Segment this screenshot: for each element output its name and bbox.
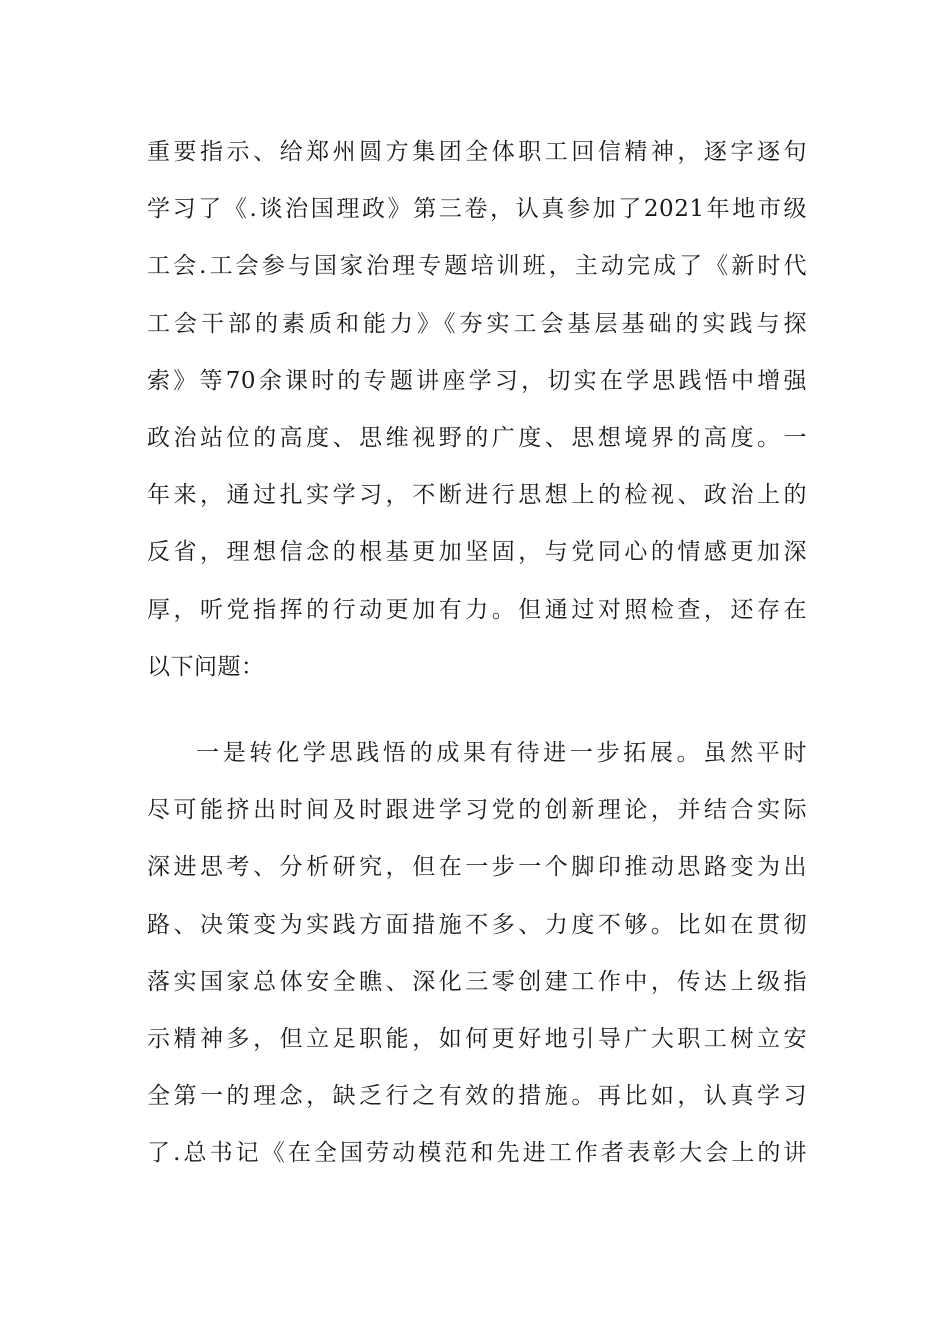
text-line: 反省，理想信念的根基更加坚固，与党同心的情感更加深 — [147, 539, 807, 566]
text-line: 重要指示、给郑州圆方集团全体职工回信精神，逐字逐句 — [147, 139, 807, 165]
text-line: 一是转化学思践悟的成果有待进一步拓展。虽然平时 — [196, 740, 807, 766]
text-line: 以下问题： — [147, 653, 265, 680]
text-line: 厚，听党指挥的行动更加有力。但通过对照检查，还存在 — [147, 596, 807, 623]
text-line: 落实国家总体安全瞧、深化三零创建工作中，传达上级指 — [147, 968, 807, 995]
text-line: 学习了《.谈治国理政》第三卷，认真参加了2021年地市级 — [147, 196, 807, 223]
text-line: 尽可能挤出时间及时跟进学习党的创新理论，并结合实际 — [147, 797, 807, 824]
paragraph-1 — [147, 124, 807, 696]
text-line: 年来，通过扎实学习，不断进行思想上的检视、政治上的 — [147, 482, 807, 509]
text-line: 工会干部的素质和能力》《夯实工会基层基础的实践与探 — [147, 310, 807, 337]
text-line: 了.总书记《在全国劳动模范和先进工作者表彰大会上的讲 — [147, 1140, 807, 1167]
text-line: 政治站位的高度、思维视野的广度、思想境界的高度。一 — [147, 424, 807, 451]
text-line: 路、决策变为实践方面措施不多、力度不够。比如在贯彻 — [147, 911, 807, 938]
text-line: 全第一的理念，缺乏行之有效的措施。再比如，认真学习 — [147, 1083, 807, 1110]
text-line: 深进思考、分析研究，但在一步一个脚印推动思路变为出 — [147, 854, 807, 881]
paragraph-2 — [147, 725, 807, 1183]
text-line: 示精神多，但立足职能，如何更好地引导广大职工树立安 — [147, 1025, 807, 1052]
text-line: 工会.工会参与国家治理专题培训班，主动完成了《新时代 — [147, 253, 807, 280]
text-line: 索》等70余课时的专题讲座学习，切实在学思践悟中增强 — [147, 367, 807, 394]
